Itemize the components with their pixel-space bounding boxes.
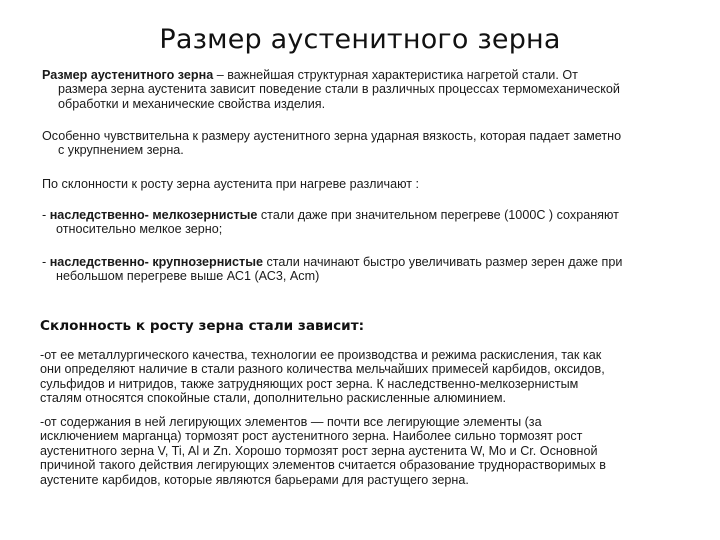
paragraph-line: аустенитного зерна V, Ti, Al и Zn. Хорошо тормозят рост зерна аустенита W, Mo и Cr. Основной [40, 443, 598, 458]
paragraph-line: аустените карбидов, которые являются барьерами для растущего зерна. [40, 472, 469, 487]
paragraph-alloying-elements [40, 415, 690, 487]
paragraph-line: сульфидов и нитридов, также затрудняющих рост зерна. К наследственно-мелкозернистым [40, 376, 579, 391]
paragraph-metallurgical-quality [40, 348, 690, 406]
paragraph-line: причиной такого действия легирующих элементов считается образование труднорастворимых в [40, 458, 606, 473]
paragraph-line: -от ее металлургического качества, технологии ее производства и режима раскисления, так как [40, 348, 602, 362]
term-fine-grained: наследственно- мелкозернистые [49, 208, 258, 222]
section-subheading: Склонность к росту зерна стали зависит: [40, 318, 365, 334]
paragraph-line: Особенно чувствительна к размеру аустенитного зерна ударная вязкость, которая падает заметно [42, 129, 622, 143]
term-grain-size: Размер аустенитного зерна [42, 68, 214, 82]
term-coarse-grained: наследственно- крупнозернистые [49, 255, 263, 269]
paragraph-line: По склонности к росту зерна аустенита при нагреве различают : [42, 177, 420, 191]
list-item-coarse-grained [42, 255, 702, 284]
list-dash: - [42, 208, 50, 222]
paragraph-grain-size-definition [42, 68, 692, 111]
paragraph-line: с укрупнением зерна. [58, 143, 184, 158]
paragraph-line: обработки и механические свойства изделия. [58, 96, 326, 111]
paragraph-line: относительно мелкое зерно; [56, 222, 223, 237]
paragraph-classification-intro [42, 177, 692, 191]
paragraph-line: сталям относятся спокойные стали, дополнительно раскисленные алюминием. [40, 391, 506, 406]
paragraph-line: они определяют наличие в стали разного количества мельчайших примесей карбидов, оксидов, [40, 362, 605, 377]
paragraph-line: исключением марганца) тормозят рост аустенитного зерна. Наиболее сильно тормозят рост [40, 429, 583, 444]
paragraph-line: размера зерна аустенита зависит поведение стали в различных процессах термомеханической [58, 82, 620, 97]
paragraph-line [42, 255, 702, 269]
paragraph-line: небольшом перегреве выше АС1 (АС3, Acm) [56, 269, 320, 284]
paragraph-text: стали начинают быстро увеличивать размер зерен даже при [262, 255, 623, 269]
paragraph-line: -от содержания в ней легирующих элементов — почти все легирующие элементы (за [40, 415, 542, 429]
list-dash: - [42, 255, 50, 269]
slide-title: Размер аустенитного зерна [159, 24, 561, 55]
paragraph-line [42, 68, 692, 82]
paragraph-text: стали даже при значительном перегреве (1000С ) сохраняют [257, 208, 619, 222]
paragraph-impact-toughness [42, 129, 692, 158]
list-item-fine-grained [42, 208, 702, 237]
paragraph-text: – важнейшая структурная характеристика нагретой стали. От [213, 68, 578, 82]
paragraph-line [42, 208, 702, 222]
